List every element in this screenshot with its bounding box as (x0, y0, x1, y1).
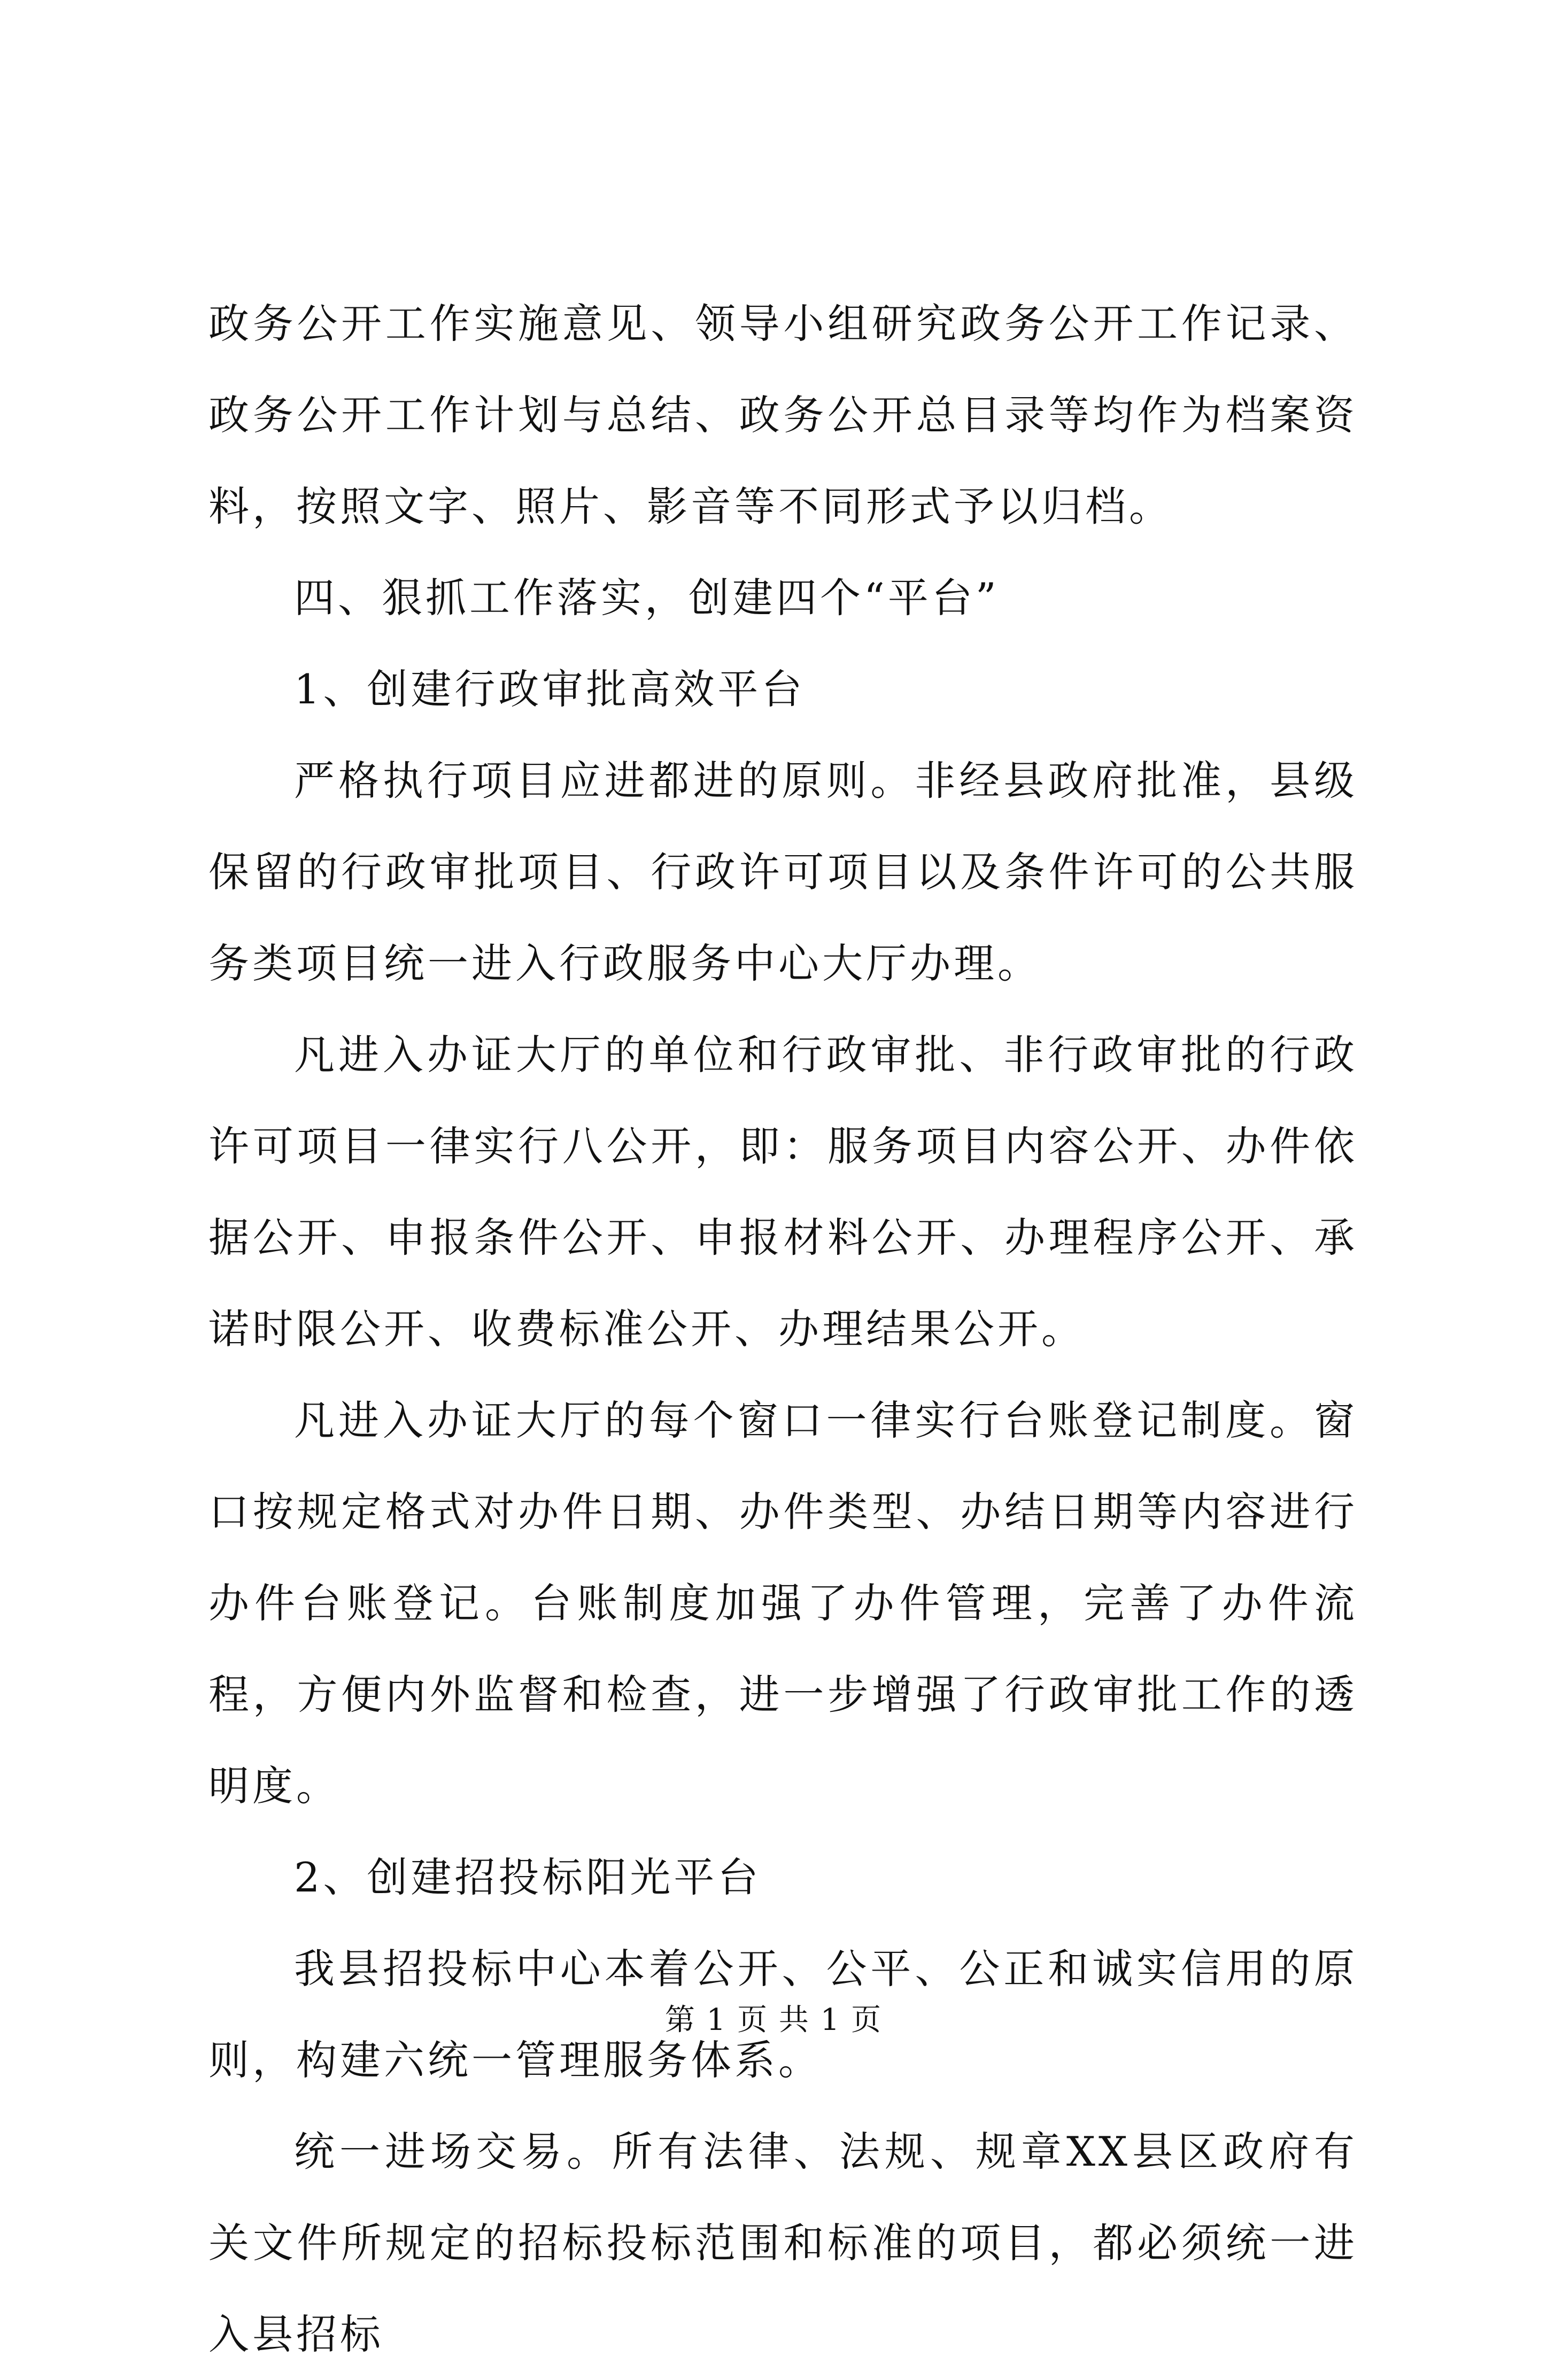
paragraph-3: 凡进入办证大厅的每个窗口一律实行台账登记制度。窗口按规定格式对办件日期、办件类型、办结日期等内容进行办件台账登记。台账制度加强了办件管理，完善了办件流程，方便内外监督和检查，进一步增强了行政审批工作的透明度。 (208, 1397, 1358, 1810)
paragraph-1: 严格执行项目应进都进的原则。非经县政府批准，县级保留的行政审批项目、行政许可项目以及条件许可的公共服务类项目统一进入行政服务中心大厅办理。 (208, 757, 1358, 987)
paragraph-4: 我县招投标中心本着公开、公平、公正和诚实信用的原则，构建六统一管理服务体系。 (208, 1945, 1358, 2084)
paragraph-5: 统一进场交易。所有法律、法规、规章XX县区政府有关文件所规定的招标投标范围和标准的项目，都必须统一进入县招标 (208, 2128, 1358, 2358)
document-body (208, 278, 1358, 2380)
paragraph-continued: 政务公开工作实施意见、领导小组研究政务公开工作记录、政务公开工作计划与总结、政务公开总目录等均作为档案资料，按照文字、照片、影音等不同形式予以归档。 (208, 300, 1358, 530)
section-heading-four: 四、狠抓工作落实，创建四个“平台” (294, 574, 1000, 622)
subheading-1: 1、创建行政审批高效平台 (294, 665, 806, 713)
subheading-2: 2、创建招投标阳光平台 (294, 1854, 762, 1901)
paragraph-2: 凡进入办证大厅的单位和行政审批、非行政审批的行政许可项目一律实行八公开，即：服务项目内容公开、办件依据公开、申报条件公开、申报材料公开、办理程序公开、承诺时限公开、收费标准公开、办理结果公开。 (208, 1031, 1358, 1353)
page-footer: 第 1 页 共 1 页 (664, 2003, 883, 2037)
